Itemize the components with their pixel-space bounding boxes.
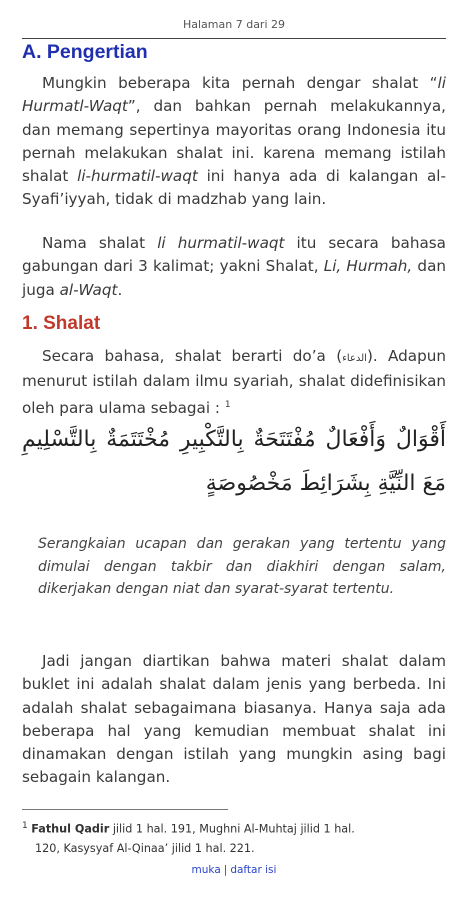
paragraph-definition-intro: Secara bahasa, shalat berarti do’a (الدعاء). Adapun menurut istilah dalam ilmu syariah, shalat didefinisikan oleh para ulama sebagai : $^1$ [22,347,447,417]
footer-nav [0,864,468,876]
footnote-line1: jilid 1 hal. 191, Mughni Al-Muhtaj jilid 1 hal. [109,822,355,836]
arabic-definition: أَقْوَالٌ وَأَفْعَالٌ مُفْتَتَحَةٌ بِالتَّكْبِيرِ مُخْتَتَمَةٌ بِالتَّسْلِيمِ مَعَ النِّيَّةِ بِشَرَائِطَ مَخْصُوصَةٍ [22,427,446,496]
paragraph-name-origin: Nama shalat li hurmatil-waqt itu secara bahasa gabungan dari 3 kalimat; yakni Shalat, Li, Hurmah, dan juga al-Waqt. [22,234,447,299]
page-indicator: Halaman 7 dari 29 [182,18,286,31]
link-muka[interactable]: muka [191,864,221,876]
link-daftar-isi[interactable]: daftar isi [230,864,277,876]
footer-separator: | [223,864,228,876]
footnote-source-title: Fathul Qadir [31,822,110,836]
footnote-reference[interactable]: 1 [224,399,231,410]
footnote [22,817,452,858]
section-heading: A. Pengertian [22,41,148,63]
subsection-heading: 1. Shalat [22,313,101,334]
footnote-line2: 120, Kasysyaf Al-Qinaa’ jilid 1 hal. 221. [35,841,255,855]
header-divider [22,38,446,39]
footnote-divider [22,809,228,810]
paragraph-intro: Mungkin beberapa kita pernah dengar shalat “li Hurmatl-Waqt”, dan bahkan pernah melakukannya, dan memang sepertinya mayoritas orang Indonesia itu pernah melakukan shalat ini. karena memang istilah shalat li-hurmatil-waqt ini hanya ada di kalangan al-Syafi’iyyah, tidak di madzhab yang lain. [22,74,446,209]
footnote-number: 1 [22,821,28,831]
paragraph-explanation: Jadi jangan diartikan bahwa materi shalat dalam buklet ini adalah shalat dalam jenis yang berbeda. Ini adalah shalat sebagaimana biasanya. Hanya saja ada beberapa hal yang kemudian membuat shalat ini dinamakan dengan istilah yang mungkin asing bagi sebagain kalangan. [22,652,446,787]
definition-translation: Serangkaian ucapan dan gerakan yang tertentu yang dimulai dengan takbir dan diakhiri dengan salam, dikerjakan dengan niat dan syarat-syarat tertentu. [38,536,446,598]
